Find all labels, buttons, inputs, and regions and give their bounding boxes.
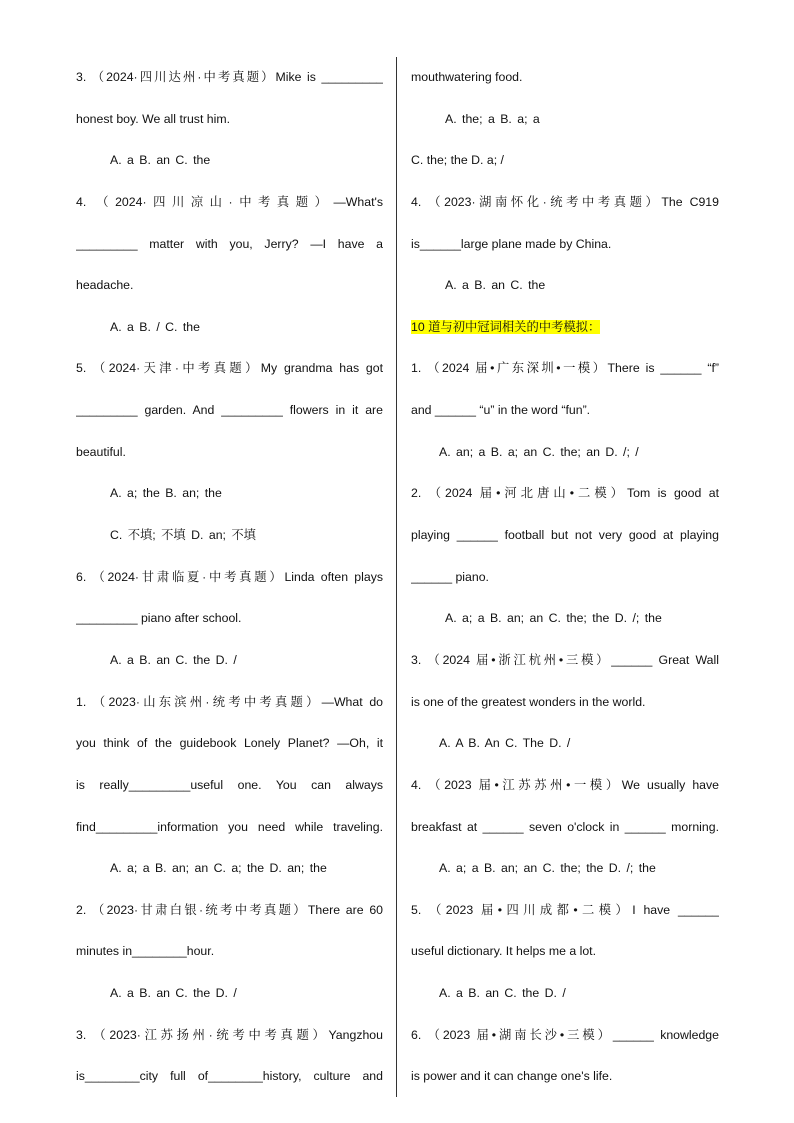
text-line: _________ garden. And _________ flowers in it are — [76, 403, 383, 418]
text-line: ______ piano. — [411, 569, 489, 584]
text-line: A. a; the B. an; the — [110, 486, 222, 501]
text-line: A. a B. an C. the — [445, 278, 546, 293]
text-line: 1. （2023·山东滨州·统考中考真题）—What do — [76, 694, 383, 709]
text-line: headache. — [76, 278, 134, 293]
text-line: A. a B. an C. the — [110, 153, 211, 168]
text-line: 1. （2024 届•广东深圳•一模）There is ______ “f” — [411, 361, 719, 376]
text-line: is______large plane made by China. — [411, 236, 612, 251]
text-line: A. a B. an C. the D. / — [110, 986, 237, 1001]
text-line: _________ piano after school. — [76, 611, 242, 626]
text-line: 5. （2024·天津·中考真题）My grandma has got — [76, 361, 383, 376]
text-line: 2. （2024 届•河北唐山•二模）Tom is good at — [411, 486, 719, 501]
text-line: 4. （2023 届•江苏苏州•一模）We usually have — [411, 777, 719, 792]
text-line: A. a; a B. an; an C. the; the D. /; the — [439, 861, 656, 876]
text-line: 3. （2024 届•浙江杭州•三模）______ Great Wall — [411, 652, 719, 667]
text-line: minutes in________hour. — [76, 944, 215, 959]
text-line: C. 不填; 不填 D. an; 不填 — [110, 528, 256, 543]
text-line: C. the; the D. a; / — [411, 153, 504, 168]
text-line: _________ matter with you, Jerry? —I have a — [76, 236, 383, 251]
highlighted-heading: 10 道与初中冠词相关的中考模拟： — [411, 319, 601, 334]
text-line: honest boy. We all trust him. — [76, 111, 231, 126]
right-column — [411, 57, 719, 1098]
text-line: is really_________useful one. You can always — [76, 777, 383, 792]
section-heading — [411, 307, 719, 349]
text-line: mouthwatering food. — [411, 70, 523, 84]
text-line: 2. （2023·甘肃白银·统考中考真题）There are 60 — [76, 902, 383, 917]
text-line: beautiful. — [76, 444, 126, 459]
text-line: A. A B. An C. The D. / — [439, 736, 571, 751]
text-line: 4. （2023·湖南怀化·统考中考真题）The C919 — [411, 194, 719, 209]
text-line: 5. （2023 届•四川成都•二模）I have ______ — [411, 902, 719, 917]
text-line: A. a B. / C. the — [110, 319, 200, 334]
column-divider — [396, 57, 397, 1097]
text-line: useful dictionary. It helps me a lot. — [411, 944, 596, 959]
text-line: find_________information you need while traveling. — [76, 819, 383, 834]
text-line: breakfast at ______ seven o'clock in ______ morning. — [411, 819, 719, 834]
text-line: is one of the greatest wonders in the world. — [411, 694, 646, 709]
text-line: A. the; a B. a; a — [445, 111, 540, 126]
text-line: 6. （2024·甘肃临夏·中考真题）Linda often plays — [76, 569, 383, 584]
text-line: A. a; a B. an; an C. a; the D. an; the — [110, 861, 327, 876]
text-line: A. a B. an C. the D. / — [439, 986, 566, 1001]
text-line: is power and it can change one's life. — [411, 1069, 613, 1084]
text-line: you think of the guidebook Lonely Planet? —Oh, it — [76, 736, 383, 751]
text-line: and ______ “u” in the word “fun”. — [411, 403, 591, 418]
text-line: playing ______ football but not very good at playing — [411, 528, 719, 543]
text-line: A. a B. an C. the D. / — [110, 652, 237, 667]
text-line: A. a; a B. an; an C. the; the D. /; the — [445, 611, 662, 626]
text-line: 3. （2024·四川达州·中考真题）Mike is _________ — [76, 70, 383, 84]
text-line: is________city full of________history, culture and — [76, 1069, 383, 1084]
text-line: 4. （2024·四川凉山·中考真题）—What's — [76, 194, 383, 209]
text-line: A. an; a B. a; an C. the; an D. /; / — [439, 444, 639, 459]
text-line: 6. （2023 届•湖南长沙•三模）______ knowledge — [411, 1027, 719, 1042]
left-column — [76, 57, 383, 1098]
text-line: 3. （2023·江苏扬州·统考中考真题）Yangzhou — [76, 1027, 383, 1042]
